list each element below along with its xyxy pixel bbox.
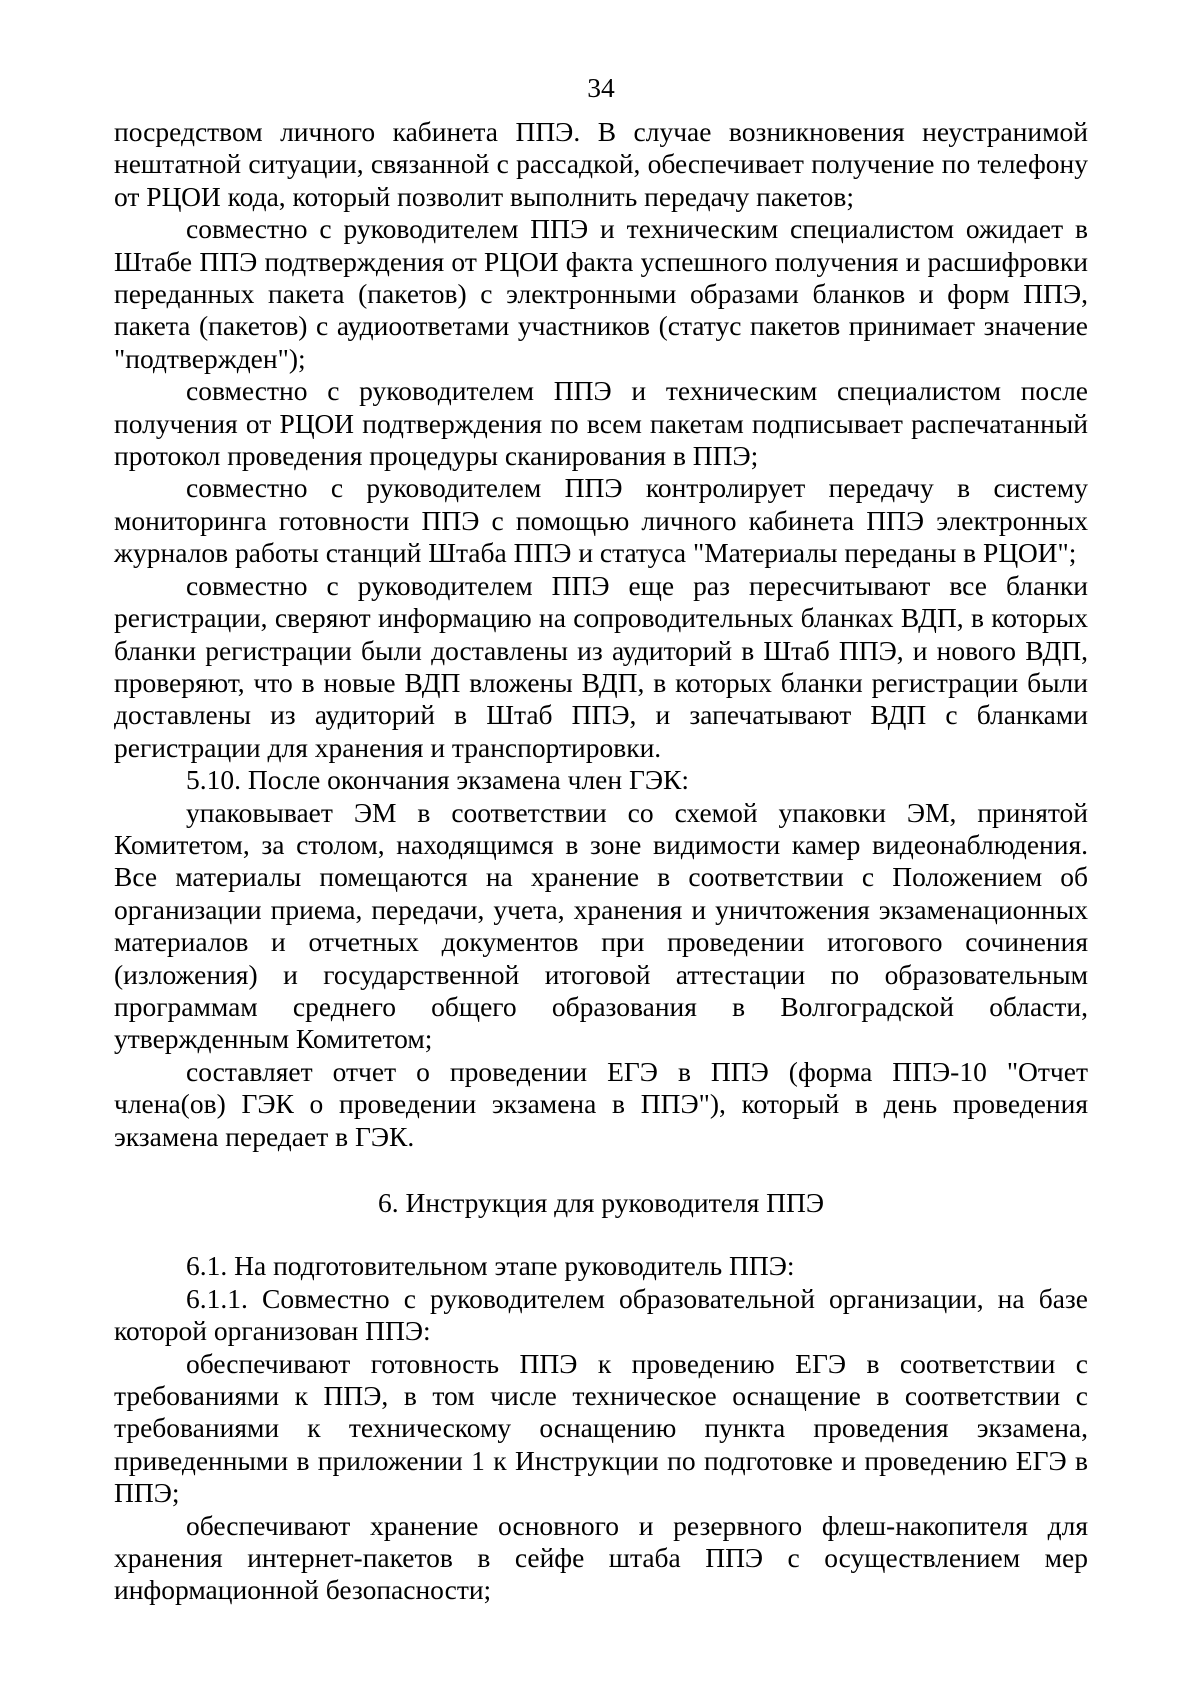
paragraph: посредством личного кабинета ППЭ. В случае возникновения неустранимой нештатной ситуации, связанной с рассадкой, обеспечивает получение по телефону от РЦОИ кода, который позволит выполнить передачу пакетов; xyxy=(114,116,1088,212)
clause-heading: 6.1. На подготовительном этапе руководитель ППЭ: xyxy=(186,1250,795,1282)
paragraph: совместно с руководителем ППЭ и техническим специалистом после получения от РЦОИ подтверждения по всем пакетам подписывает распечатанный протокол проведения процедуры сканирования в ППЭ; xyxy=(114,375,1088,472)
paragraph: совместно с руководителем ППЭ и техническим специалистом ожидает в Штабе ППЭ подтверждения от РЦОИ факта успешного получения и расшифровки переданных пакета (пакетов) с электронными образами бланков и форм ППЭ, пакета (пакетов) с аудиоответами участников (статус пакетов принимает значение "подтвержден"); xyxy=(114,213,1088,374)
paragraph: упаковывает ЭМ в соответствии со схемой упаковки ЭМ, принятой Комитетом, за столом, находящимся в зоне видимости камер видеонаблюдения. Все материалы помещаются на хранение в соответствии с Положением об организации приема, передачи, учета, хранения и уничтожения экзаменационных материалов и отчетных документов при проведении итогового сочинения (изложения) и государственной итоговой аттестации по образовательным программам среднего общего образования в Волгоградской области, утвержденным Комитетом; xyxy=(114,796,1088,1055)
clause-heading: 6.1.1. Совместно с руководителем образовательной организации, на базе которой организован ППЭ: xyxy=(114,1282,1088,1347)
paragraph: совместно с руководителем ППЭ контролирует передачу в систему мониторинга готовности ППЭ с помощью личного кабинета ППЭ электронных журналов работы станций Штаба ППЭ и статуса "Материалы переданы в РЦОИ"; xyxy=(114,472,1088,569)
document-page xyxy=(114,72,1088,1607)
page-number: 34 xyxy=(587,72,615,103)
paragraph: обеспечивают готовность ППЭ к проведению ЕГЭ в соответствии с требованиями к ППЭ, в том числе техническое оснащение в соответствии с требованиями к техническому оснащению пункта проведения экзамена, приведенными в приложении 1 к Инструкции по подготовке и проведению ЕГЭ в ППЭ; xyxy=(114,1347,1088,1509)
clause-heading: 5.10. После окончания экзамена член ГЭК: xyxy=(186,764,690,796)
paragraph: обеспечивают хранение основного и резервного флеш-накопителя для хранения интернет-пакетов в сейфе штаба ППЭ с осуществлением мер информационной безопасности; xyxy=(114,1509,1088,1606)
paragraph: совместно с руководителем ППЭ еще раз пересчитывают все бланки регистрации, сверяют информацию на сопроводительных бланках ВДП, в которых бланки регистрации были доставлены из аудиторий в Штаб ППЭ, и нового ВДП, проверяют, что в новые ВДП вложены ВДП, в которых бланки регистрации были доставлены из аудиторий в Штаб ППЭ, и запечатывают ВДП с бланками регистрации для хранения и транспортировки. xyxy=(114,569,1088,763)
section-heading: 6. Инструкция для руководителя ППЭ xyxy=(378,1187,824,1218)
paragraph: составляет отчет о проведении ЕГЭ в ППЭ (форма ППЭ-10 "Отчет члена(ов) ГЭК о проведении экзамена в ППЭ"), который в день проведения экзамена передает в ГЭК. xyxy=(114,1055,1088,1152)
